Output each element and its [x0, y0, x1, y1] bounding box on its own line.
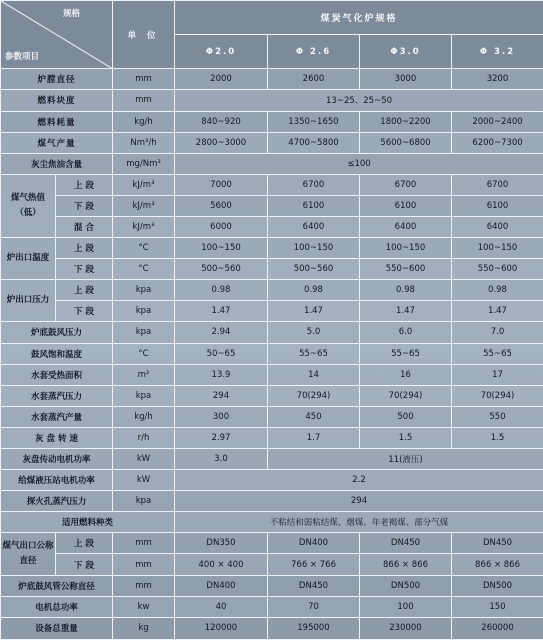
unit-cell: kW: [113, 470, 175, 491]
value-cell: 3200: [452, 69, 543, 90]
value-cell: 1.47: [268, 301, 360, 322]
value-cell: 5600: [175, 195, 268, 216]
value-cell: DN400: [268, 533, 360, 554]
value-cell: DN450: [268, 575, 360, 596]
value-cell: 100~150: [268, 238, 360, 259]
value-cell: 5.0: [268, 322, 360, 343]
value-cell: 6100: [268, 195, 360, 216]
value-cell: 55~65: [452, 343, 543, 364]
value-cell: 550~600: [452, 259, 543, 280]
value-cell: 6400: [360, 216, 452, 237]
unit-cell: °C: [113, 259, 175, 280]
unit-cell: kpa: [113, 280, 175, 301]
unit-cell: °C: [113, 343, 175, 364]
spec-header: Φ2.0: [175, 35, 268, 69]
unit-cell: kW: [113, 449, 175, 470]
value-cell: 300: [175, 406, 268, 427]
value-cell: 2800~3000: [175, 132, 268, 153]
value-cell: 1.47: [360, 301, 452, 322]
value-cell: 6400: [452, 216, 543, 237]
row-label: 炉膛直径: [1, 69, 113, 90]
value-cell: 4700~5800: [268, 132, 360, 153]
header-corner-cell: [1, 1, 113, 69]
sub-label: 上 段: [56, 533, 113, 554]
sub-label: 上 段: [56, 238, 113, 259]
value-cell: 230000: [360, 617, 452, 639]
value-cell: DN450: [360, 533, 452, 554]
sub-label: 混 合: [56, 216, 113, 237]
value-cell: 550: [452, 406, 543, 427]
value-cell: 0.98: [360, 280, 452, 301]
value-cell: 1.5: [452, 427, 543, 448]
value-cell: 294: [175, 385, 268, 406]
row-label: 鼓风饱和温度: [1, 343, 113, 364]
value-cell: DN400: [175, 575, 268, 596]
unit-cell: mm: [113, 533, 175, 554]
value-cell: 500~560: [175, 259, 268, 280]
value-cell: 70(294): [360, 385, 452, 406]
value-cell: 70: [268, 596, 360, 617]
value-cell: 100~150: [175, 238, 268, 259]
unit-cell: kpa: [113, 301, 175, 322]
value-cell: 17: [452, 364, 543, 385]
value-cell: 100~150: [360, 238, 452, 259]
spec-header: Φ 2.6: [268, 35, 360, 69]
value-cell: 7.0: [452, 322, 543, 343]
unit-cell: r/h: [113, 427, 175, 448]
sub-label: 下 段: [56, 195, 113, 216]
value-cell: 11(液压): [268, 449, 543, 470]
row-label: 探火孔蒸汽压力: [1, 491, 113, 512]
value-cell: 1.5: [360, 427, 452, 448]
value-cell: 150: [452, 596, 543, 617]
value-cell: 195000: [268, 617, 360, 639]
value-cell: 6700: [452, 174, 543, 195]
row-label: 给煤液压站电机功率: [1, 470, 113, 491]
value-cell: 6700: [360, 174, 452, 195]
unit-cell: kw: [113, 596, 175, 617]
value-cell: 100: [360, 596, 452, 617]
value-cell: 2600: [268, 69, 360, 90]
value-cell: 0.98: [175, 280, 268, 301]
value-cell: 0.98: [452, 280, 543, 301]
value-cell: DN500: [360, 575, 452, 596]
row-label: 水套受热面积: [1, 364, 113, 385]
value-cell: 2.94: [175, 322, 268, 343]
value-cell: 1800~2200: [360, 111, 452, 132]
value-cell: DN350: [175, 533, 268, 554]
sub-label: 下 段: [56, 259, 113, 280]
value-cell: 70(294): [268, 385, 360, 406]
unit-cell: kpa: [113, 385, 175, 406]
value-cell: 13~25、25~50: [175, 90, 543, 111]
unit-cell: kJ/m³: [113, 195, 175, 216]
row-label: 设备总重量: [1, 617, 113, 639]
table-title: 煤炭气化炉规格: [175, 1, 543, 35]
unit-cell: kpa: [113, 322, 175, 343]
value-cell: 2.97: [175, 427, 268, 448]
value-cell: 450: [268, 406, 360, 427]
unit-cell: °C: [113, 238, 175, 259]
value-cell: 260000: [452, 617, 543, 639]
value-cell: 3.0: [175, 449, 268, 470]
value-cell: 100~150: [452, 238, 543, 259]
value-cell: 6700: [268, 174, 360, 195]
row-label: 水套蒸汽产量: [1, 406, 113, 427]
value-cell: 7000: [175, 174, 268, 195]
unit-cell: kg/h: [113, 406, 175, 427]
sub-label: 上 段: [56, 174, 113, 195]
row-label: 煤气热值（低）: [1, 174, 56, 237]
value-cell: 866 × 866: [360, 554, 452, 575]
unit-cell: kJ/m³: [113, 216, 175, 237]
value-cell: 2000: [175, 69, 268, 90]
row-label: 水套蒸汽压力: [1, 385, 113, 406]
unit-cell: kg/h: [113, 111, 175, 132]
value-cell: 6000: [175, 216, 268, 237]
value-cell: 400 × 400: [175, 554, 268, 575]
value-cell: 2.2: [175, 470, 543, 491]
value-cell: 1.47: [175, 301, 268, 322]
spec-header: Φ 3.2: [452, 35, 543, 69]
value-cell: 14: [268, 364, 360, 385]
value-cell: ≤100: [175, 153, 543, 174]
value-cell: 55~65: [268, 343, 360, 364]
unit-cell: mm: [113, 575, 175, 596]
row-label: 灰盘传动电机功率: [1, 449, 113, 470]
value-cell: 6100: [452, 195, 543, 216]
row-label: 灰 盘 转 速: [1, 427, 113, 448]
value-cell: 16: [360, 364, 452, 385]
unit-cell: m²: [113, 364, 175, 385]
value-cell: 550~600: [360, 259, 452, 280]
unit-cell: kg: [113, 617, 175, 639]
unit-cell: mm: [113, 90, 175, 111]
value-cell: 6200~7300: [452, 132, 543, 153]
value-cell: 1.7: [268, 427, 360, 448]
value-cell: 500~560: [268, 259, 360, 280]
value-cell: 3000: [360, 69, 452, 90]
row-label: 炉出口温度: [1, 238, 56, 280]
unit-cell: mm: [113, 69, 175, 90]
row-label: 灰尘焦油含量: [1, 153, 113, 174]
value-cell: 6100: [360, 195, 452, 216]
row-label: 燃料块度: [1, 90, 113, 111]
sub-label: 上 段: [56, 280, 113, 301]
sub-label: 下 段: [56, 301, 113, 322]
value-cell: 55~65: [360, 343, 452, 364]
row-label: 炉出口压力: [1, 280, 56, 322]
value-cell: 840~920: [175, 111, 268, 132]
value-cell: 50~65: [175, 343, 268, 364]
value-cell: 500: [360, 406, 452, 427]
corner-spec-label: 规格: [62, 9, 80, 19]
value-cell: 294: [175, 491, 543, 512]
value-cell: 6.0: [360, 322, 452, 343]
value-cell: 13.9: [175, 364, 268, 385]
value-cell: 866 × 866: [452, 554, 543, 575]
row-label: 煤气产量: [1, 132, 113, 153]
row-label: 炉底鼓风管公称直径: [1, 575, 113, 596]
unit-cell: mm: [113, 554, 175, 575]
unit-cell: Nm³/h: [113, 132, 175, 153]
unit-cell: mg/Nm³: [113, 153, 175, 174]
row-label: 电机总功率: [1, 596, 113, 617]
value-cell: 766 × 766: [268, 554, 360, 575]
value-cell: 120000: [175, 617, 268, 639]
value-cell: 5600~6800: [360, 132, 452, 153]
row-label: 适用燃料种类: [1, 512, 175, 533]
value-cell: 0.98: [268, 280, 360, 301]
row-label: 燃料耗量: [1, 111, 113, 132]
value-cell: 70(294): [452, 385, 543, 406]
value-cell: 2000~2400: [452, 111, 543, 132]
value-cell: 40: [175, 596, 268, 617]
value-cell: 1.47: [452, 301, 543, 322]
value-cell: 不粘结和弱粘结煤、烟煤、年老褐煤、部分气煤: [175, 512, 543, 533]
value-cell: DN450: [452, 533, 543, 554]
spec-header: Φ3.0: [360, 35, 452, 69]
corner-param-label: 参数项目: [5, 52, 40, 63]
row-label: 炉底鼓风压力: [1, 322, 113, 343]
sub-label: 下 段: [56, 554, 113, 575]
value-cell: DN500: [452, 575, 543, 596]
unit-cell: kJ/m³: [113, 174, 175, 195]
unit-header: 单 位: [113, 1, 175, 69]
value-cell: 1350~1650: [268, 111, 360, 132]
row-label: 煤气出口公称直径: [1, 533, 56, 575]
unit-cell: kpa: [113, 491, 175, 512]
value-cell: 6400: [268, 216, 360, 237]
